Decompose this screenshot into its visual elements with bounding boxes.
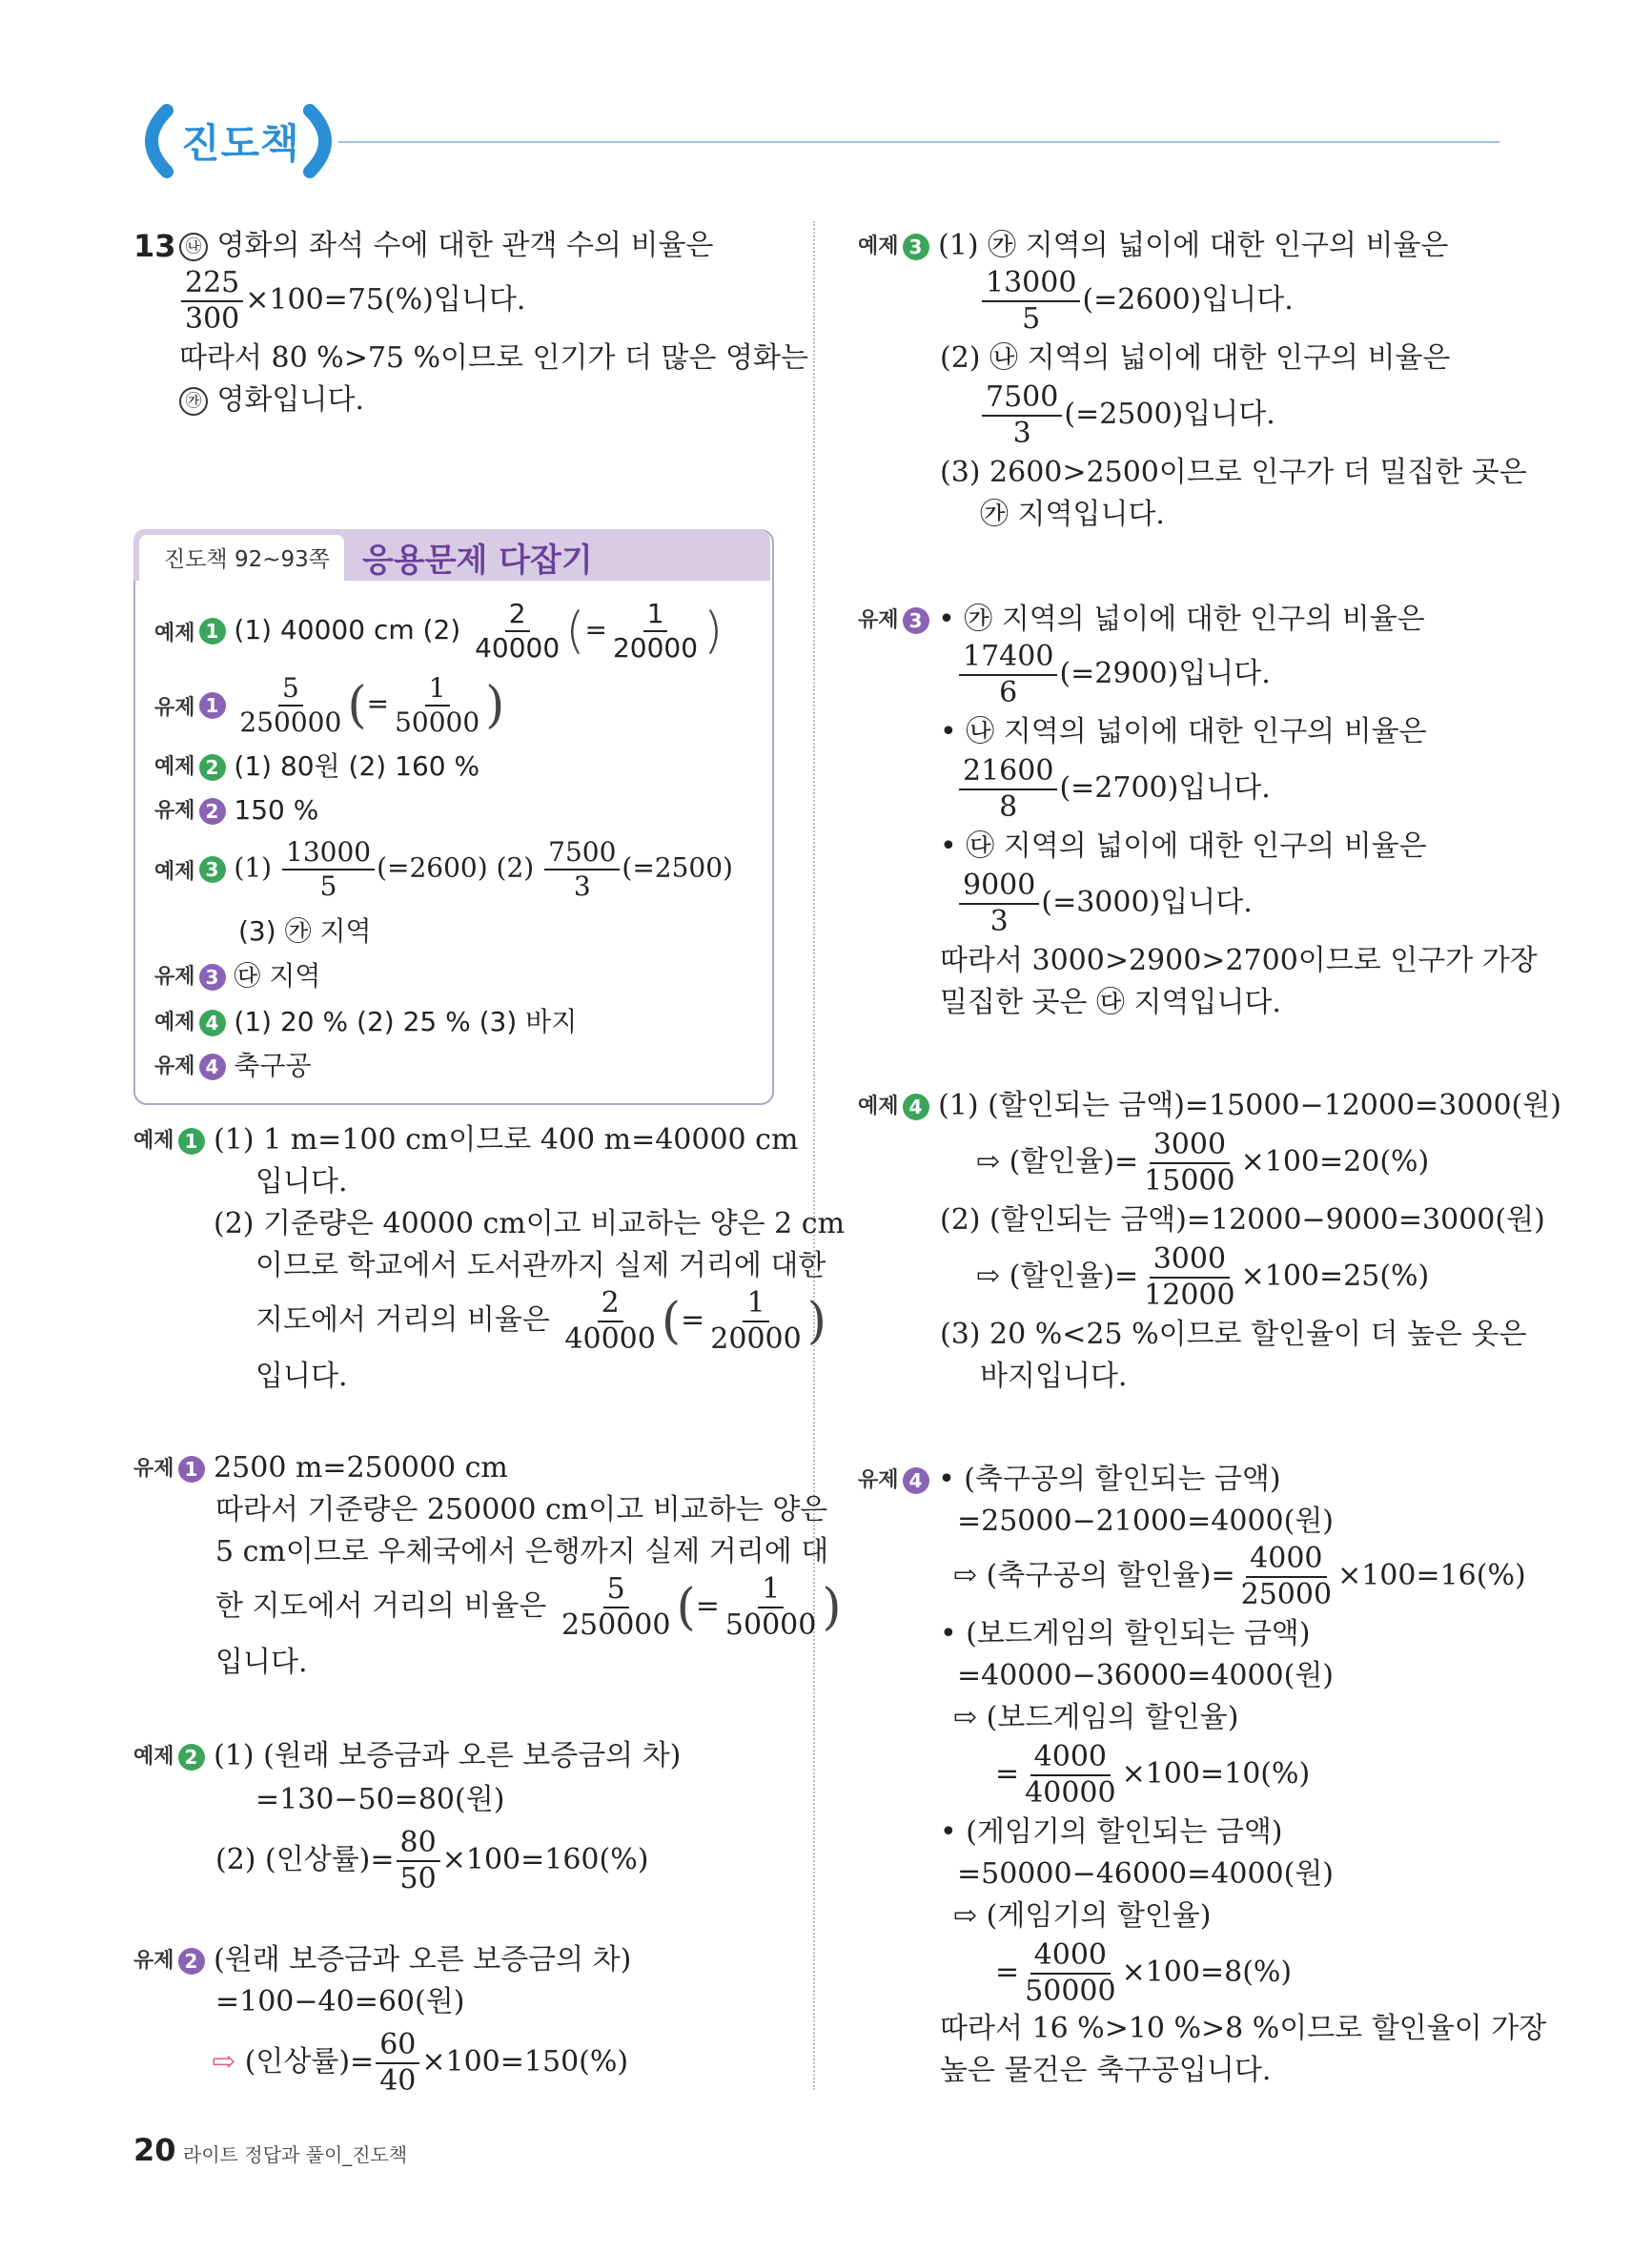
denominator: 250000: [561, 1608, 671, 1642]
ans-text: (1) 20 % (2) 25 % (3) 바지: [234, 1006, 578, 1037]
sol-yu3-line7: 따라서 3000>2900>2700이므로 인구가 가장: [940, 944, 1538, 977]
sol-ex3-line5: (3) 2600>2500이므로 인구가 더 밀집한 곳은: [940, 456, 1527, 489]
q13-line2: [179, 266, 526, 336]
badge-yu2: [133, 1940, 205, 1982]
badge-label: 예제: [858, 1095, 899, 1118]
numerator: 60: [376, 2031, 419, 2064]
ans-text: (1) 80원 (2) 160 %: [234, 750, 480, 782]
fraction: [1021, 1740, 1119, 1810]
numerator: 17400: [959, 643, 1057, 676]
numerator: 3000: [1150, 1131, 1230, 1164]
ans-text: (1) 40000 cm (2): [234, 614, 461, 645]
sol-yu4-line7: [995, 1740, 1311, 1810]
sol-ex4-line6: 바지입니다.: [980, 1360, 1128, 1393]
sol-ex1-line4: 이므로 학교에서 도서관까지 실제 거리에 대한: [255, 1249, 826, 1282]
badge-label: 유제: [154, 695, 195, 720]
sol-yu2-line2: =100−40=60(원): [215, 1985, 465, 2018]
numerator: 7500: [982, 383, 1062, 417]
sol-text: ×100=25(%): [1240, 1260, 1430, 1293]
sol-text: =: [995, 1956, 1020, 1989]
numerator: 13000: [282, 839, 375, 870]
sol-text: 한 지도에서 거리의 비율은: [215, 1589, 547, 1623]
ans-text: (1): [234, 851, 273, 884]
denominator: 300: [185, 302, 240, 336]
answer-tab-label: 진도책 92~93쪽: [164, 547, 330, 572]
sol-text: • ㉮ 지역의 넓이에 대한 인구의 비율은: [938, 603, 1425, 636]
answer-row-ex1: 예제 1 (1) 40000 cm (2) $\frac{2}{40000}$ (= $\frac{1}{20000}$ ): [154, 598, 724, 664]
sol-yu3-line3: • ㉯ 지역의 넓이에 대한 인구의 비율은: [940, 715, 1427, 748]
badge-num: 2: [178, 1948, 205, 1975]
answer-row-yu4: [154, 1045, 312, 1087]
numerator: 3000: [1150, 1245, 1230, 1279]
badge-num: 1: [199, 692, 226, 719]
badge-yu4: [858, 1460, 929, 1502]
sol-ex4-line5: (3) 20 %<25 %이므로 할인율이 더 높은 옷은: [940, 1318, 1527, 1351]
sol-text: =: [995, 1757, 1020, 1791]
badge-label: 유제: [858, 1468, 899, 1492]
badge-num: 4: [199, 1054, 226, 1080]
badge-ex3: [154, 855, 226, 885]
answer-row-yu2: [154, 789, 318, 831]
sol-ex2-line2: =130−50=80(원): [255, 1783, 505, 1816]
denominator: 5: [1022, 302, 1041, 336]
badge-ex2: [154, 747, 226, 789]
denominator: 50000: [395, 707, 480, 738]
footer-text: 라이트 정답과 풀이_진도책: [183, 2143, 408, 2166]
badge-label: 예제: [154, 755, 195, 779]
fraction: [558, 1572, 675, 1642]
sol-text: (원래 보증금과 오른 보증금의 차): [214, 1943, 632, 1976]
badge-label: 예제: [154, 859, 195, 884]
badge-label: 예제: [858, 235, 899, 258]
sol-yu2-line1: [133, 1939, 631, 1981]
sol-text: ×100=160(%): [441, 1843, 649, 1876]
numerator: 4000: [1030, 1941, 1111, 1975]
badge-num: 2: [199, 754, 226, 781]
sol-text: (=2500)입니다.: [1064, 398, 1275, 431]
sol-yu4-line4: • (보드게임의 할인되는 금액): [940, 1617, 1311, 1650]
sol-yu1-line5: 입니다.: [215, 1646, 308, 1679]
denominator: 5: [319, 870, 337, 902]
fraction: [609, 598, 702, 664]
sol-yu3-line2: [957, 640, 1271, 709]
denominator: 12000: [1144, 1279, 1235, 1312]
sol-yu4-line13: 높은 물건은 축구공입니다.: [940, 2054, 1272, 2087]
badge-yu3: [154, 956, 226, 998]
numerator: 80: [397, 1829, 440, 1862]
sol-text: (=2600)입니다.: [1082, 283, 1294, 317]
sol-text: (=2900)입니다.: [1059, 657, 1271, 690]
numerator: 13000: [982, 269, 1080, 302]
sol-yu4-line3: [953, 1542, 1526, 1611]
numerator: 7500: [544, 839, 620, 870]
sol-ex2-line3: [215, 1826, 649, 1895]
sol-ex2-line1: [133, 1735, 681, 1777]
column-divider: [813, 221, 815, 2090]
denominator: 3: [573, 870, 591, 902]
sol-text: ⇨ (축구공의 할인율)=: [953, 1559, 1235, 1592]
sol-text: 지도에서 거리의 비율은: [255, 1303, 550, 1337]
denominator: 20000: [710, 1322, 802, 1356]
sol-text: (1) (원래 보증금과 오른 보증금의 차): [214, 1739, 682, 1772]
sol-yu4-line1: [858, 1459, 1281, 1501]
fraction: [235, 672, 345, 738]
fraction: [982, 266, 1080, 336]
fraction: [397, 1826, 440, 1895]
fraction: [1140, 1128, 1238, 1198]
badge-label: 예제: [133, 1745, 174, 1769]
sol-text: ×100=10(%): [1121, 1757, 1311, 1791]
sol-text: (2) (인상률)=: [215, 1843, 395, 1876]
denominator: 25000: [1240, 1578, 1333, 1611]
numerator: 9000: [959, 871, 1039, 905]
q13-text2: ×100=75(%)입니다.: [245, 283, 526, 317]
sol-ex3-line3: (2) ㉯ 지역의 넓이에 대한 인구의 비율은: [940, 341, 1451, 375]
badge-label: 유제: [154, 965, 195, 989]
ans-text: (=2500): [622, 851, 733, 884]
badge-label: 예제: [133, 1129, 174, 1153]
badge-yu1: [154, 691, 226, 721]
sol-text: (1) (할인되는 금액)=15000−12000=3000(원): [938, 1089, 1561, 1122]
denominator: 40000: [475, 632, 561, 664]
answer-row-ex2: [154, 746, 479, 788]
sol-text: (1) ㉮ 지역의 넓이에 대한 인구의 비율은: [938, 229, 1449, 262]
ans-text: ㉰ 지역: [234, 960, 321, 992]
numerator: 1: [425, 675, 450, 707]
sol-yu4-line11: [995, 1938, 1293, 2008]
fraction: [544, 836, 620, 902]
sol-text: • (축구공의 할인되는 금액): [938, 1463, 1281, 1496]
sol-ex1-line6: 입니다.: [255, 1360, 348, 1393]
numerator: 2: [598, 1289, 623, 1322]
badge-num: 3: [199, 856, 226, 883]
badge-num: 4: [903, 1467, 929, 1494]
sol-yu3-line1: [858, 599, 1425, 641]
denominator: 40000: [564, 1322, 656, 1356]
sol-yu2-line3: [212, 2028, 629, 2098]
sol-ex1-line1: [133, 1119, 798, 1161]
denominator: 40000: [1025, 1776, 1116, 1810]
fraction: [1140, 1242, 1238, 1312]
sol-yu4-line6: ⇨ (보드게임의 할인율): [953, 1701, 1239, 1734]
sol-text: ×100=16(%): [1337, 1559, 1526, 1592]
badge-num: 1: [178, 1456, 205, 1483]
sol-text: ×100=20(%): [1240, 1145, 1430, 1178]
q13-line3: 따라서 80 %>75 %이므로 인기가 더 많은 영화는: [179, 341, 808, 375]
header-rule: [338, 141, 1499, 143]
sol-ex4-line2: [976, 1128, 1430, 1198]
ans-text: 축구공: [234, 1050, 312, 1081]
answer-row-yu1: 유제 1 $\frac{5}{250000}$ (= $\frac{1}{50000}$ ): [154, 672, 505, 738]
numerator: 1: [758, 1575, 784, 1608]
sol-yu1-line2: 따라서 기준량은 250000 cm이고 비교하는 양은: [215, 1493, 828, 1526]
badge-num: 4: [199, 1010, 226, 1036]
sol-yu4-line9: =50000−46000=4000(원): [957, 1857, 1335, 1891]
badge-label: 예제: [154, 621, 195, 645]
denominator: 3: [989, 905, 1009, 938]
sol-ex3-line1: [858, 225, 1449, 267]
badge-ex1: [154, 617, 226, 646]
numerator: 5: [278, 675, 303, 707]
badge-num: 3: [903, 607, 929, 634]
sol-yu4-line8: • (게임기의 할인되는 금액): [940, 1815, 1283, 1849]
sol-yu4-line12: 따라서 16 %>10 %>8 %이므로 할인율이 가장: [940, 2012, 1547, 2045]
fraction: [391, 672, 483, 738]
badge-yu1: [133, 1448, 205, 1490]
badge-num: 4: [903, 1094, 929, 1120]
sol-ex1-line5: 지도에서 거리의 비율은 $\frac{2}{40000}$ (= $\frac{1}{20000}$ ): [255, 1286, 827, 1356]
mark-ga: ㉮: [179, 387, 208, 416]
q13-line1: [179, 225, 713, 267]
numerator: 4000: [1030, 1743, 1111, 1776]
sol-yu1-line4: 한 지도에서 거리의 비율은 $\frac{5}{250000}$ (= $\frac{1}{50000}$ ): [215, 1572, 842, 1642]
q13-text4: 영화입니다.: [216, 383, 364, 417]
mark-na: ㉯: [179, 233, 208, 261]
sol-ex3-line4: [980, 380, 1275, 450]
fraction: [959, 754, 1057, 824]
q13-line4: [179, 379, 364, 421]
sol-yu4-line5: =40000−36000=4000(원): [957, 1659, 1335, 1692]
page-number: 20: [133, 2132, 176, 2168]
answer-row-ex3-line2: (3) ㉮ 지역: [238, 915, 372, 947]
fraction: [722, 1572, 820, 1642]
sol-text: ⇨ (할인율)=: [976, 1145, 1139, 1178]
answer-row-ex4: [154, 1001, 577, 1043]
badge-label: 유제: [154, 1055, 195, 1078]
fraction: [1237, 1542, 1336, 1611]
fraction: [1021, 1938, 1119, 2008]
q13-text1: 영화의 좌석 수에 대한 관객 수의 비율은: [216, 229, 714, 262]
fraction: [959, 640, 1057, 709]
sol-text: (=2700)입니다.: [1059, 771, 1271, 805]
q13-number: 13: [133, 228, 176, 264]
fraction: [376, 2028, 419, 2098]
badge-num: 1: [178, 1128, 205, 1155]
badge-label: 유제: [154, 799, 195, 823]
denominator: 20000: [612, 632, 699, 664]
sol-text: ⇨ (할인율)=: [976, 1260, 1139, 1293]
badge-ex3: [858, 226, 929, 268]
sol-ex3-line6: ㉮ 지역입니다.: [980, 498, 1165, 531]
sol-text: ×100=8(%): [1121, 1956, 1293, 1989]
denominator: 50000: [1025, 1975, 1116, 2008]
numerator: 225: [181, 269, 243, 302]
badge-num: 2: [199, 798, 226, 825]
sol-yu1-line1: [133, 1447, 508, 1489]
denominator: 250000: [239, 707, 342, 738]
sol-yu3-line5: • ㉰ 지역의 넓이에 대한 인구의 비율은: [940, 830, 1427, 863]
denominator: 50000: [724, 1608, 817, 1642]
ans-text: (=2600) (2): [377, 851, 535, 884]
sol-yu4-line10: ⇨ (게임기의 할인율): [953, 1899, 1212, 1933]
sol-ex3-line2: [980, 266, 1294, 336]
badge-label: 유제: [133, 1949, 174, 1973]
denominator: 15000: [1144, 1164, 1235, 1198]
sol-text: (1) 1 m=100 cm이므로 400 m=40000 cm: [214, 1123, 799, 1157]
answer-row-yu3: [154, 955, 320, 997]
badge-label: 유제: [133, 1457, 174, 1481]
denominator: 6: [999, 676, 1018, 709]
badge-ex4: [858, 1086, 929, 1128]
sol-yu3-line4: [957, 754, 1271, 824]
sol-ex1-line3: (2) 기준량은 40000 cm이고 비교하는 양은 2 cm: [214, 1207, 846, 1240]
sol-yu3-line8: 밀집한 곳은 ㉰ 지역입니다.: [940, 986, 1281, 1019]
numerator: 1: [643, 601, 668, 632]
arrow-icon: ⇨: [212, 2045, 236, 2079]
badge-ex4: [154, 1002, 226, 1044]
fraction: [982, 380, 1062, 450]
header-title: 진도책: [181, 120, 300, 167]
fraction: [181, 266, 243, 336]
fraction: [471, 598, 563, 664]
sol-ex1-line2: 입니다.: [255, 1165, 348, 1198]
numerator: 4000: [1246, 1545, 1326, 1578]
answer-title: 응용문제 다잡기: [362, 542, 593, 580]
denominator: 8: [999, 790, 1018, 824]
badge-num: 3: [199, 964, 226, 991]
sol-ex4-line1: [858, 1085, 1561, 1127]
denominator: 50: [399, 1862, 437, 1895]
sol-text: ×100=150(%): [421, 2045, 629, 2079]
ans-text: 150 %: [234, 794, 319, 826]
sol-yu4-line2: =25000−21000=4000(원): [957, 1505, 1335, 1538]
sol-yu1-line3: 5 cm이므로 우체국에서 은행까지 실제 거리에 대: [215, 1535, 829, 1568]
denominator: 40: [379, 2064, 417, 2098]
badge-label: 유제: [858, 608, 899, 632]
sol-yu3-line6: [957, 871, 1253, 936]
badge-num: 2: [178, 1744, 205, 1771]
sol-ex4-line3: (2) (할인되는 금액)=12000−9000=3000(원): [940, 1203, 1545, 1237]
badge-ex1: [133, 1120, 205, 1162]
sol-text: (=3000)입니다.: [1041, 886, 1253, 919]
denominator: 3: [1012, 417, 1031, 450]
sol-ex4-line4: [976, 1242, 1430, 1312]
badge-yu2: [154, 790, 226, 832]
numerator: 21600: [959, 757, 1057, 790]
answer-row-ex3: [154, 836, 733, 902]
badge-ex2: [133, 1736, 205, 1778]
badge-yu4: [154, 1046, 226, 1088]
numerator: 5: [603, 1575, 629, 1608]
fraction: [706, 1286, 805, 1356]
badge-label: 예제: [154, 1011, 195, 1034]
badge-num: 1: [199, 618, 226, 645]
numerator: 1: [743, 1289, 768, 1322]
fraction: [561, 1286, 659, 1356]
fraction: [282, 836, 375, 902]
badge-yu3: [858, 600, 929, 642]
fraction: [959, 871, 1039, 936]
badge-num: 3: [903, 234, 929, 260]
sol-text: 2500 m=250000 cm: [214, 1451, 508, 1485]
numerator: 2: [505, 601, 530, 632]
sol-text: (인상률)=: [244, 2045, 375, 2079]
